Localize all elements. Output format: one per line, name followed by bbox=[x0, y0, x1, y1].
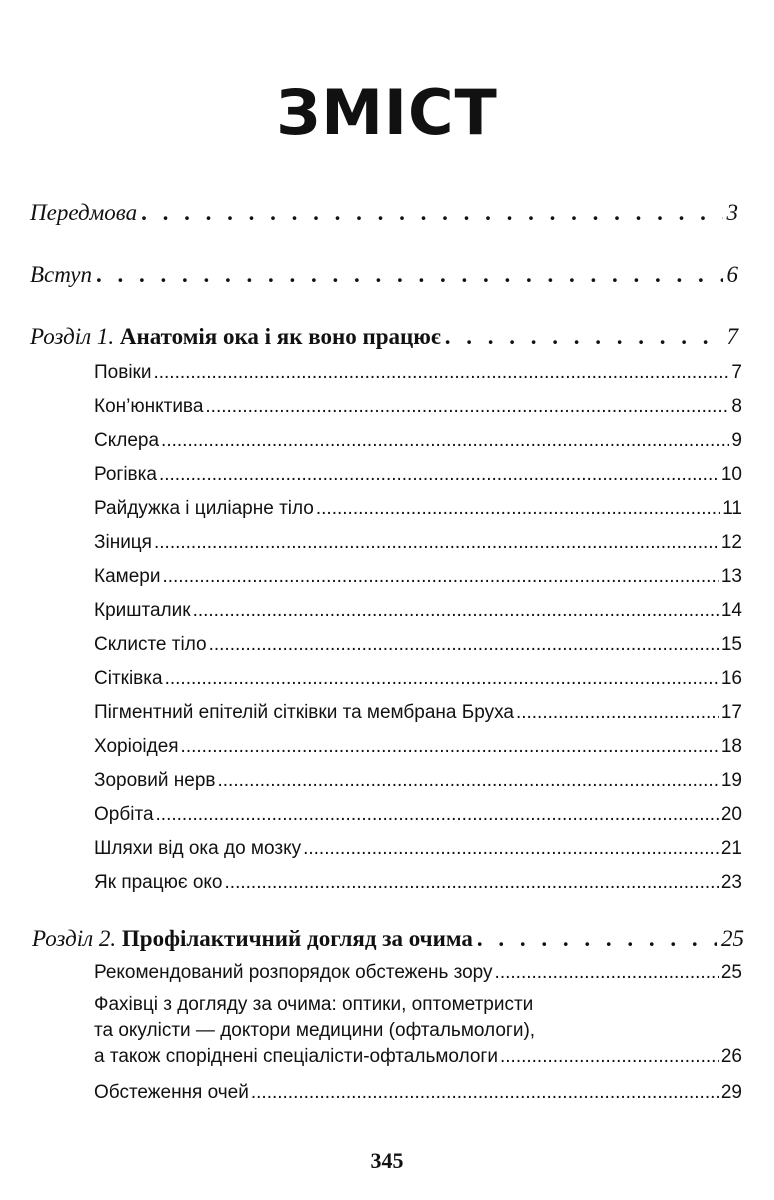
dot-leader bbox=[96, 262, 722, 288]
toc-page-number: 6 bbox=[726, 262, 738, 287]
toc-page-number: 21 bbox=[720, 838, 742, 859]
toc-subentry[interactable] bbox=[94, 634, 742, 656]
toc-page-number: 15 bbox=[720, 634, 742, 655]
toc-subentry[interactable] bbox=[94, 770, 742, 792]
dot-leader bbox=[303, 838, 719, 860]
section-name: Профілактичний догляд за очима bbox=[121, 926, 473, 951]
page-title: ЗМІСТ bbox=[276, 76, 498, 149]
dot-leader bbox=[516, 702, 719, 724]
toc-page-number: 20 bbox=[720, 804, 742, 825]
toc-entry-label: Рогівка bbox=[94, 464, 157, 485]
dot-leader bbox=[162, 566, 718, 588]
dot-leader bbox=[225, 872, 719, 894]
dot-leader bbox=[156, 804, 719, 826]
dot-leader bbox=[141, 200, 722, 226]
dot-leader bbox=[209, 634, 719, 656]
toc-subentry[interactable] bbox=[94, 600, 742, 622]
toc-page-number: 25 bbox=[720, 962, 742, 983]
dot-leader bbox=[193, 600, 719, 622]
toc-page-number: 26 bbox=[720, 1046, 742, 1067]
toc-subentry[interactable] bbox=[94, 498, 742, 520]
toc-entry-label: Склера bbox=[94, 430, 160, 451]
section-heading bbox=[32, 926, 473, 952]
toc-page-number: 13 bbox=[720, 566, 742, 587]
toc-entry-label: Передмова bbox=[30, 200, 138, 225]
toc-entry-label: Обстеження очей bbox=[94, 1082, 249, 1103]
toc-subentry[interactable] bbox=[94, 962, 742, 984]
toc-subentry[interactable] bbox=[94, 1082, 742, 1104]
toc-entry-label: Шляхи від ока до мозку bbox=[94, 838, 302, 859]
toc-entry-label: Кон’юнктива bbox=[94, 396, 204, 417]
section-heading bbox=[30, 324, 441, 350]
toc-entry-label: Як працює око bbox=[94, 872, 223, 893]
dot-leader bbox=[154, 532, 719, 554]
toc-entry-label: Зоровий нерв bbox=[94, 770, 216, 791]
toc-subentry[interactable] bbox=[94, 1046, 742, 1068]
dot-leader bbox=[500, 1046, 719, 1068]
toc-subentry[interactable] bbox=[94, 668, 742, 690]
toc-subentry[interactable] bbox=[94, 362, 742, 384]
toc-page-number: 7 bbox=[726, 324, 738, 349]
toc-page-number: 23 bbox=[720, 872, 742, 893]
toc-subentry[interactable] bbox=[94, 838, 742, 860]
toc-subentry[interactable] bbox=[94, 736, 742, 758]
toc-entry-label: Зіниця bbox=[94, 532, 152, 553]
toc-entry-label: Склисте тіло bbox=[94, 634, 207, 655]
toc-entry-preface[interactable] bbox=[30, 200, 738, 226]
toc-entry-label: Кришталик bbox=[94, 600, 191, 621]
dot-leader bbox=[153, 362, 729, 384]
toc-section-1[interactable] bbox=[30, 324, 738, 350]
section-name: Анатомія ока і як воно працює bbox=[119, 324, 441, 349]
toc-page-number: 7 bbox=[731, 362, 742, 383]
toc-subentry-line: та окулісти — доктори медицини (офтальмологи), bbox=[94, 1020, 536, 1041]
dot-leader bbox=[477, 926, 717, 952]
dot-leader bbox=[159, 464, 719, 486]
toc-subentry-line: Фахівці з догляду за очима: оптики, оптометристи bbox=[94, 994, 534, 1015]
toc-entry-label: Повіки bbox=[94, 362, 152, 383]
dot-leader bbox=[251, 1082, 719, 1104]
toc-page-number: 19 bbox=[720, 770, 742, 791]
dot-leader bbox=[165, 668, 719, 690]
toc-page-number: 16 bbox=[720, 668, 742, 689]
page-number: 345 bbox=[370, 1148, 404, 1173]
toc-subentry[interactable] bbox=[94, 566, 742, 588]
dot-leader bbox=[205, 396, 729, 418]
toc-page-number: 8 bbox=[731, 396, 742, 417]
toc-subentry[interactable] bbox=[94, 430, 742, 452]
toc-page-number: 18 bbox=[720, 736, 742, 757]
toc-page-number: 9 bbox=[731, 430, 742, 451]
toc-entry-label: Камери bbox=[94, 566, 161, 587]
toc-page-number: 14 bbox=[720, 600, 742, 621]
toc-entry-label: Орбіта bbox=[94, 804, 154, 825]
toc-page-number: 3 bbox=[726, 200, 738, 225]
toc-entry-label: Вступ bbox=[30, 262, 93, 287]
toc-entry-label: Пігментний епітелій сітківки та мембрана Бруха bbox=[94, 702, 514, 723]
dot-leader bbox=[181, 736, 719, 758]
toc-entry-label: Райдужка і циліарне тіло bbox=[94, 498, 314, 519]
toc-subentry[interactable] bbox=[94, 532, 742, 554]
toc-entry-label: Сітківка bbox=[94, 668, 163, 689]
toc-page-number: 29 bbox=[720, 1082, 742, 1103]
dot-leader bbox=[495, 962, 719, 984]
toc-subentry[interactable] bbox=[94, 464, 742, 486]
dot-leader bbox=[161, 430, 729, 452]
toc-page-number: 12 bbox=[720, 532, 742, 553]
toc-page-number: 11 bbox=[722, 498, 742, 519]
toc-subentry[interactable] bbox=[94, 804, 742, 826]
toc-entry-intro[interactable] bbox=[30, 262, 738, 288]
section-prefix: Розділ 1. bbox=[30, 324, 115, 349]
dot-leader bbox=[445, 324, 723, 350]
toc-subentry[interactable] bbox=[94, 396, 742, 418]
toc-page-number: 10 bbox=[720, 464, 742, 485]
toc-entry-label: а також споріднені спеціалісти-офтальмологи bbox=[94, 1046, 498, 1067]
toc-entry-label: Хоріоідея bbox=[94, 736, 179, 757]
toc-subentry[interactable] bbox=[94, 872, 742, 894]
toc-entry-label: Рекомендований розпорядок обстежень зору bbox=[94, 962, 493, 983]
section-prefix: Розділ 2. bbox=[32, 926, 117, 951]
dot-leader bbox=[316, 498, 720, 520]
toc-page-number: 25 bbox=[721, 926, 744, 951]
dot-leader bbox=[218, 770, 719, 792]
toc-page-number: 17 bbox=[720, 702, 742, 723]
toc-section-2[interactable] bbox=[32, 926, 744, 952]
toc-subentry[interactable] bbox=[94, 702, 742, 724]
